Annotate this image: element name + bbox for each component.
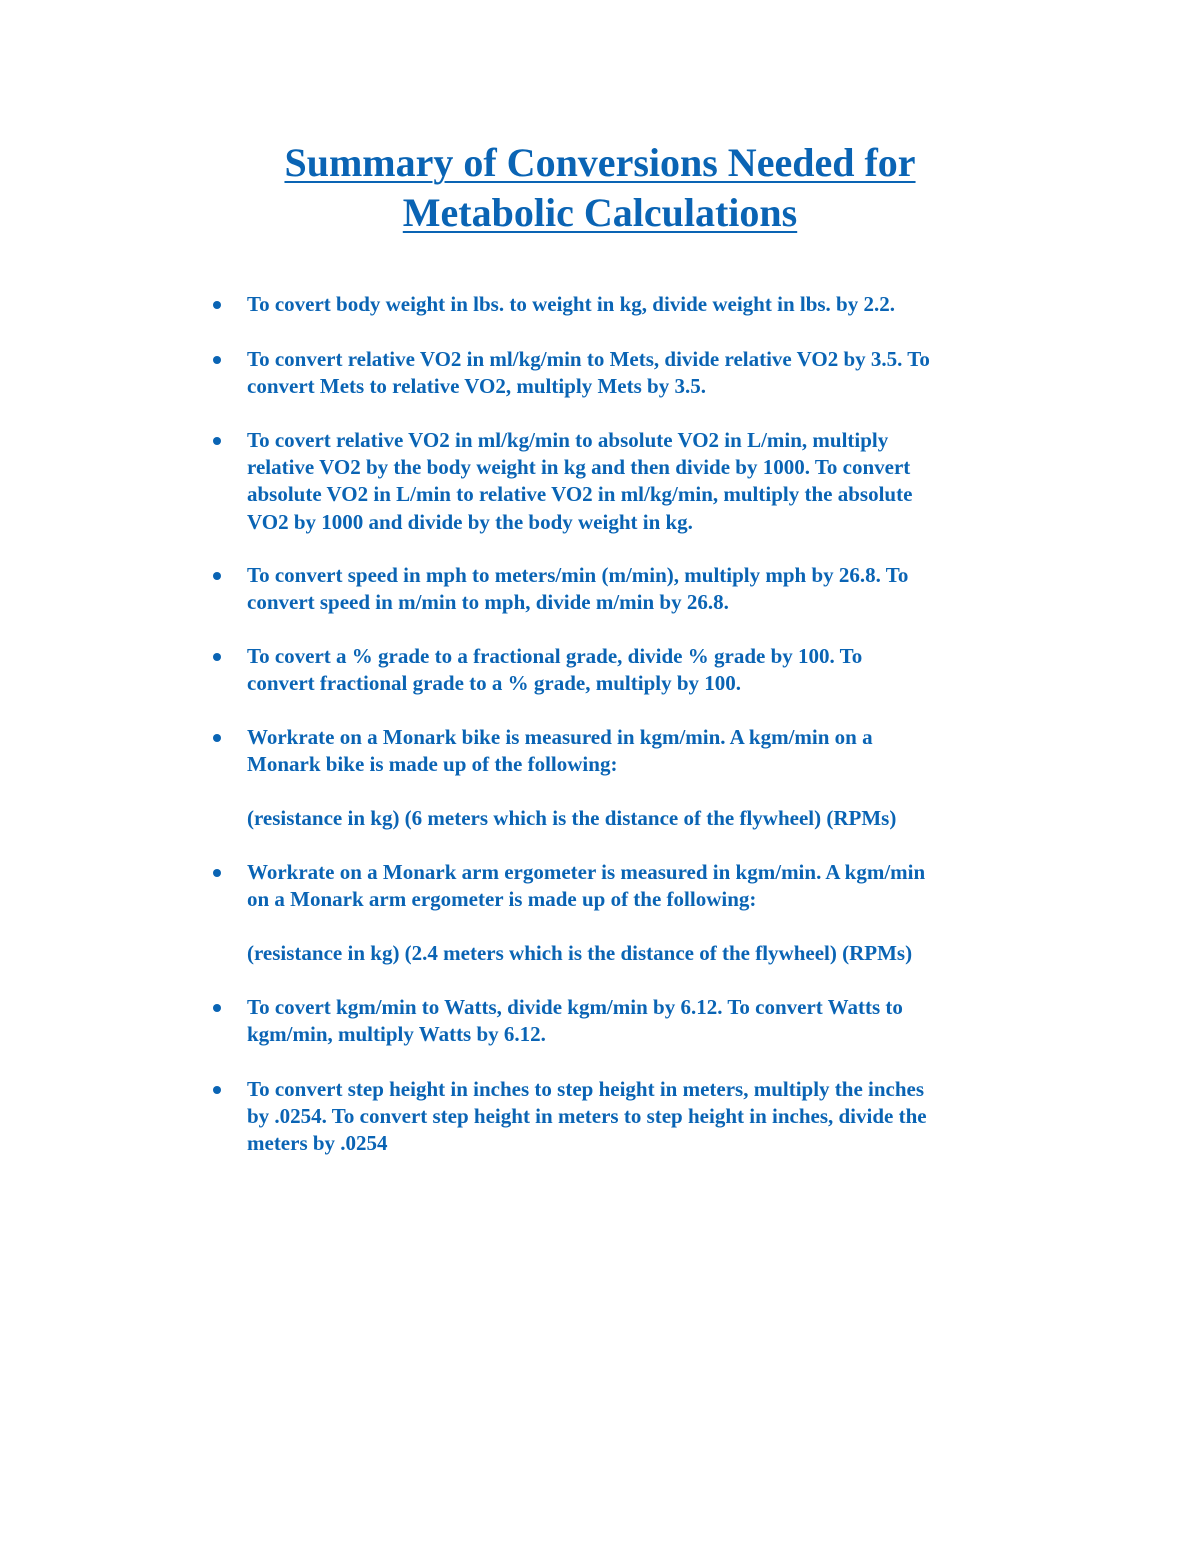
formula-arm-ergometer: (resistance in kg) (2.4 meters which is the distance of the flywheel) (RPMs): [247, 941, 913, 965]
list-item-text: [247, 859, 1027, 913]
text-line: Workrate on a Monark arm ergometer is measured in kgm/min. A kgm/min: [247, 860, 926, 884]
text-line: kgm/min, multiply Watts by 6.12.: [247, 1022, 546, 1047]
text-line: To convert relative VO2 in ml/kg/min to Mets, divide relative VO2 by 3.5. To: [247, 347, 930, 371]
text-line: absolute VO2 in L/min to relative VO2 in ml/kg/min, multiply the absolute: [247, 482, 913, 507]
text-line: To covert kgm/min to Watts, divide kgm/min by 6.12. To convert Watts to: [247, 995, 903, 1019]
bullet-icon: [213, 301, 221, 309]
text-line: To covert body weight in lbs. to weight in kg, divide weight in lbs. by 2.2.: [247, 292, 895, 316]
text-line: To convert step height in inches to step height in meters, multiply the inches: [247, 1077, 925, 1101]
list-item-text: [247, 291, 1027, 318]
text-line: meters by .0254: [247, 1131, 388, 1156]
bullet-icon: [213, 869, 221, 877]
text-line: on a Monark arm ergometer is made up of the following:: [247, 887, 757, 912]
text-line: To covert relative VO2 in ml/kg/min to absolute VO2 in L/min, multiply: [247, 428, 889, 452]
text-line: To convert speed in mph to meters/min (m/min), multiply mph by 26.8. To: [247, 563, 909, 587]
text-line: convert speed in m/min to mph, divide m/min by 26.8.: [247, 590, 729, 615]
text-line: VO2 by 1000 and divide by the body weight in kg.: [247, 509, 693, 534]
bullet-icon: [213, 734, 221, 742]
list-item-text: [247, 427, 1027, 536]
bullet-icon: [213, 1086, 221, 1094]
list-item-text: [247, 346, 1027, 400]
bullet-icon: [213, 1004, 221, 1012]
bullet-icon: [213, 437, 221, 445]
list-item-text: [247, 724, 1027, 778]
document-title: [150, 138, 1050, 238]
text-line: convert fractional grade to a % grade, multiply by 100.: [247, 671, 742, 696]
text-line: Workrate on a Monark bike is measured in kgm/min. A kgm/min on a: [247, 725, 873, 749]
list-item-text: [247, 562, 1027, 616]
title-line-1: Summary of Conversions Needed for: [284, 140, 916, 185]
list-item-text: [247, 1076, 1027, 1158]
text-line: relative VO2 by the body weight in kg and then divide by 1000. To convert: [247, 455, 911, 480]
bullet-icon: [213, 653, 221, 661]
text-line: by .0254. To convert step height in meters to step height in inches, divide the: [247, 1104, 927, 1129]
list-item-text: [247, 643, 1027, 697]
list-item-text: [247, 994, 1027, 1048]
text-line: Monark bike is made up of the following:: [247, 752, 618, 777]
title-line-2: Metabolic Calculations: [402, 190, 798, 235]
text-line: convert Mets to relative VO2, multiply Mets by 3.5.: [247, 374, 706, 399]
bullet-icon: [213, 356, 221, 364]
text-line: To covert a % grade to a fractional grade, divide % grade by 100. To: [247, 644, 863, 668]
formula-monark-bike: (resistance in kg) (6 meters which is the distance of the flywheel) (RPMs): [247, 806, 897, 830]
bullet-icon: [213, 572, 221, 580]
